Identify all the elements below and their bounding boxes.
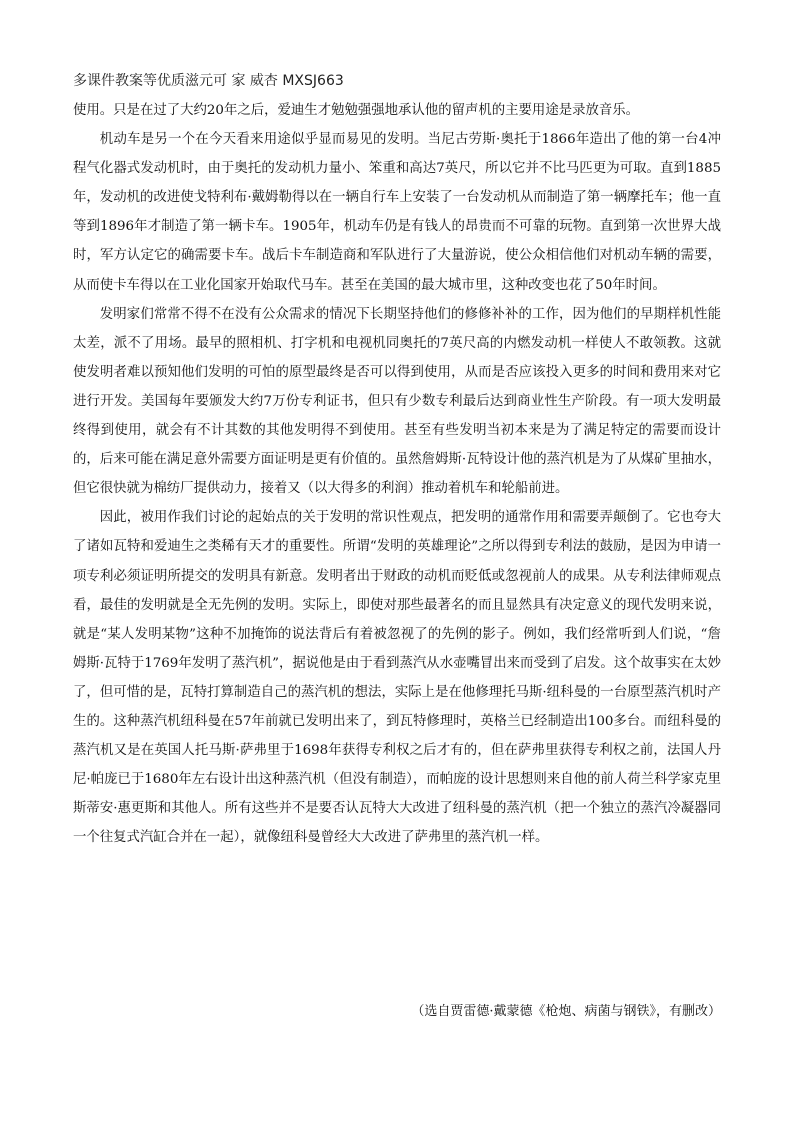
article-body (73, 96, 721, 852)
paragraph-1: 使用。只是在过了大约20年之后，爱迪生才勉勉强强地承认他的留声机的主要用途是录放音乐。 (73, 103, 640, 118)
paragraph-4: 因此，被用作我们讨论的起始点的关于发明的常识性观点，把发明的通常作用和需要弄颠倒了。它也夸大了诸如瓦特和爱迪生之类稀有天才的重要性。所谓“发明的英雄理论”之所以得到专利法的鼓励，是因为申请一项专利必须证明所提交的发明具有新意。发明者出于财政的动机而贬低或忽视前人的成果。从专利法律师观点看，最佳的发明就是全无先例的发明。实际上，即使对那些最著名的而且显然具有决定意义的现代发明来说，就是“某人发明某物”这种不加掩饰的说法背后有着被忽视了的先例的影子。例如，我们经常听到人们说，“詹姆斯·瓦特于1769年发明了蒸汽机”，据说他是由于看到蒸汽从水壶嘴冒出来而受到了启发。这个故事实在太妙了，但可惜的是，瓦特打算制造自己的蒸汽机的想法，实际上是在他修理托马斯·纽科曼的一台原型蒸汽机时产生的。这种蒸汽机纽科曼在57年前就已发明出来了，到瓦特修理时，英格兰已经制造出100多台。而纽科曼的蒸汽机又是在英国人托马斯·萨弗里于1698年获得专利权之后才有的，但在萨弗里获得专利权之前，法国人丹尼·帕庞已于1680年左右设计出这种蒸汽机（但没有制造），而帕庞的设计思想则来自他的前人荷兰科学家克里斯蒂安·惠更斯和其他人。所有这些并不是要否认瓦特大大改进了纽科曼的蒸汽机（把一个独立的蒸汽冷凝器同一个往复式汽缸合并在一起），就像纽科曼曾经大大改进了萨弗里的蒸汽机一样。 (73, 510, 721, 846)
paragraph-3: 发明家们常常不得不在没有公众需求的情况下长期坚持他们的修修补补的工作，因为他们的早期样机性能太差，派不了用场。最早的照相机、打字机和电视机同奥托的7英尺高的内燃发动机一样使人不敢领教。这就使发明者难以预知他们发明的可怕的原型最终是否可以得到使用，从而是否应该投入更多的时间和费用来对它进行开发。美国每年要颁发大约7万份专利证书，但只有少数专利最后达到商业性生产阶段。有一项大发明最终得到使用，就会有不计其数的其他发明得不到使用。甚至有些发明当初本来是为了满足特定的需要而设计的，后来可能在满足意外需要方面证明是更有价值的。虽然詹姆斯·瓦特设计他的蒸汽机是为了从煤矿里抽水，但它很快就为棉纺厂提供动力，接着又（以大得多的利润）推动着机车和轮船前进。 (73, 306, 721, 497)
paragraph-2: 机动车是另一个在今天看来用途似乎显而易见的发明。当尼古劳斯·奥托于1866年造出了他的第一台4冲程气化器式发动机时，由于奥托的发动机力量小、笨重和高达7英尺，所以它并不比马匹更为可取。直到1885年，发动机的改进使戈特利布·戴姆勒得以在一辆自行车上安装了一台发动机从而制造了第一辆摩托车；他一直等到1896年才制造了第一辆卡车。1905年，机动车仍是有钱人的昂贵而不可靠的玩物。直到第一次世界大战时，军方认定它的确需要卡车。战后卡车制造商和军队进行了大量游说，使公众相信他们对机动车辆的需要，从而使卡车得以在工业化国家开始取代马车。甚至在美国的最大城市里，这种改变也花了50年时间。 (73, 132, 721, 293)
page-header-watermark: 多课件教案等优质滋元可 家 威杏 MXSJ663 (73, 73, 344, 89)
source-citation: （选自贾雷德·戴蒙德《枪炮、病菌与钢铁》，有删改） (411, 1004, 721, 1019)
